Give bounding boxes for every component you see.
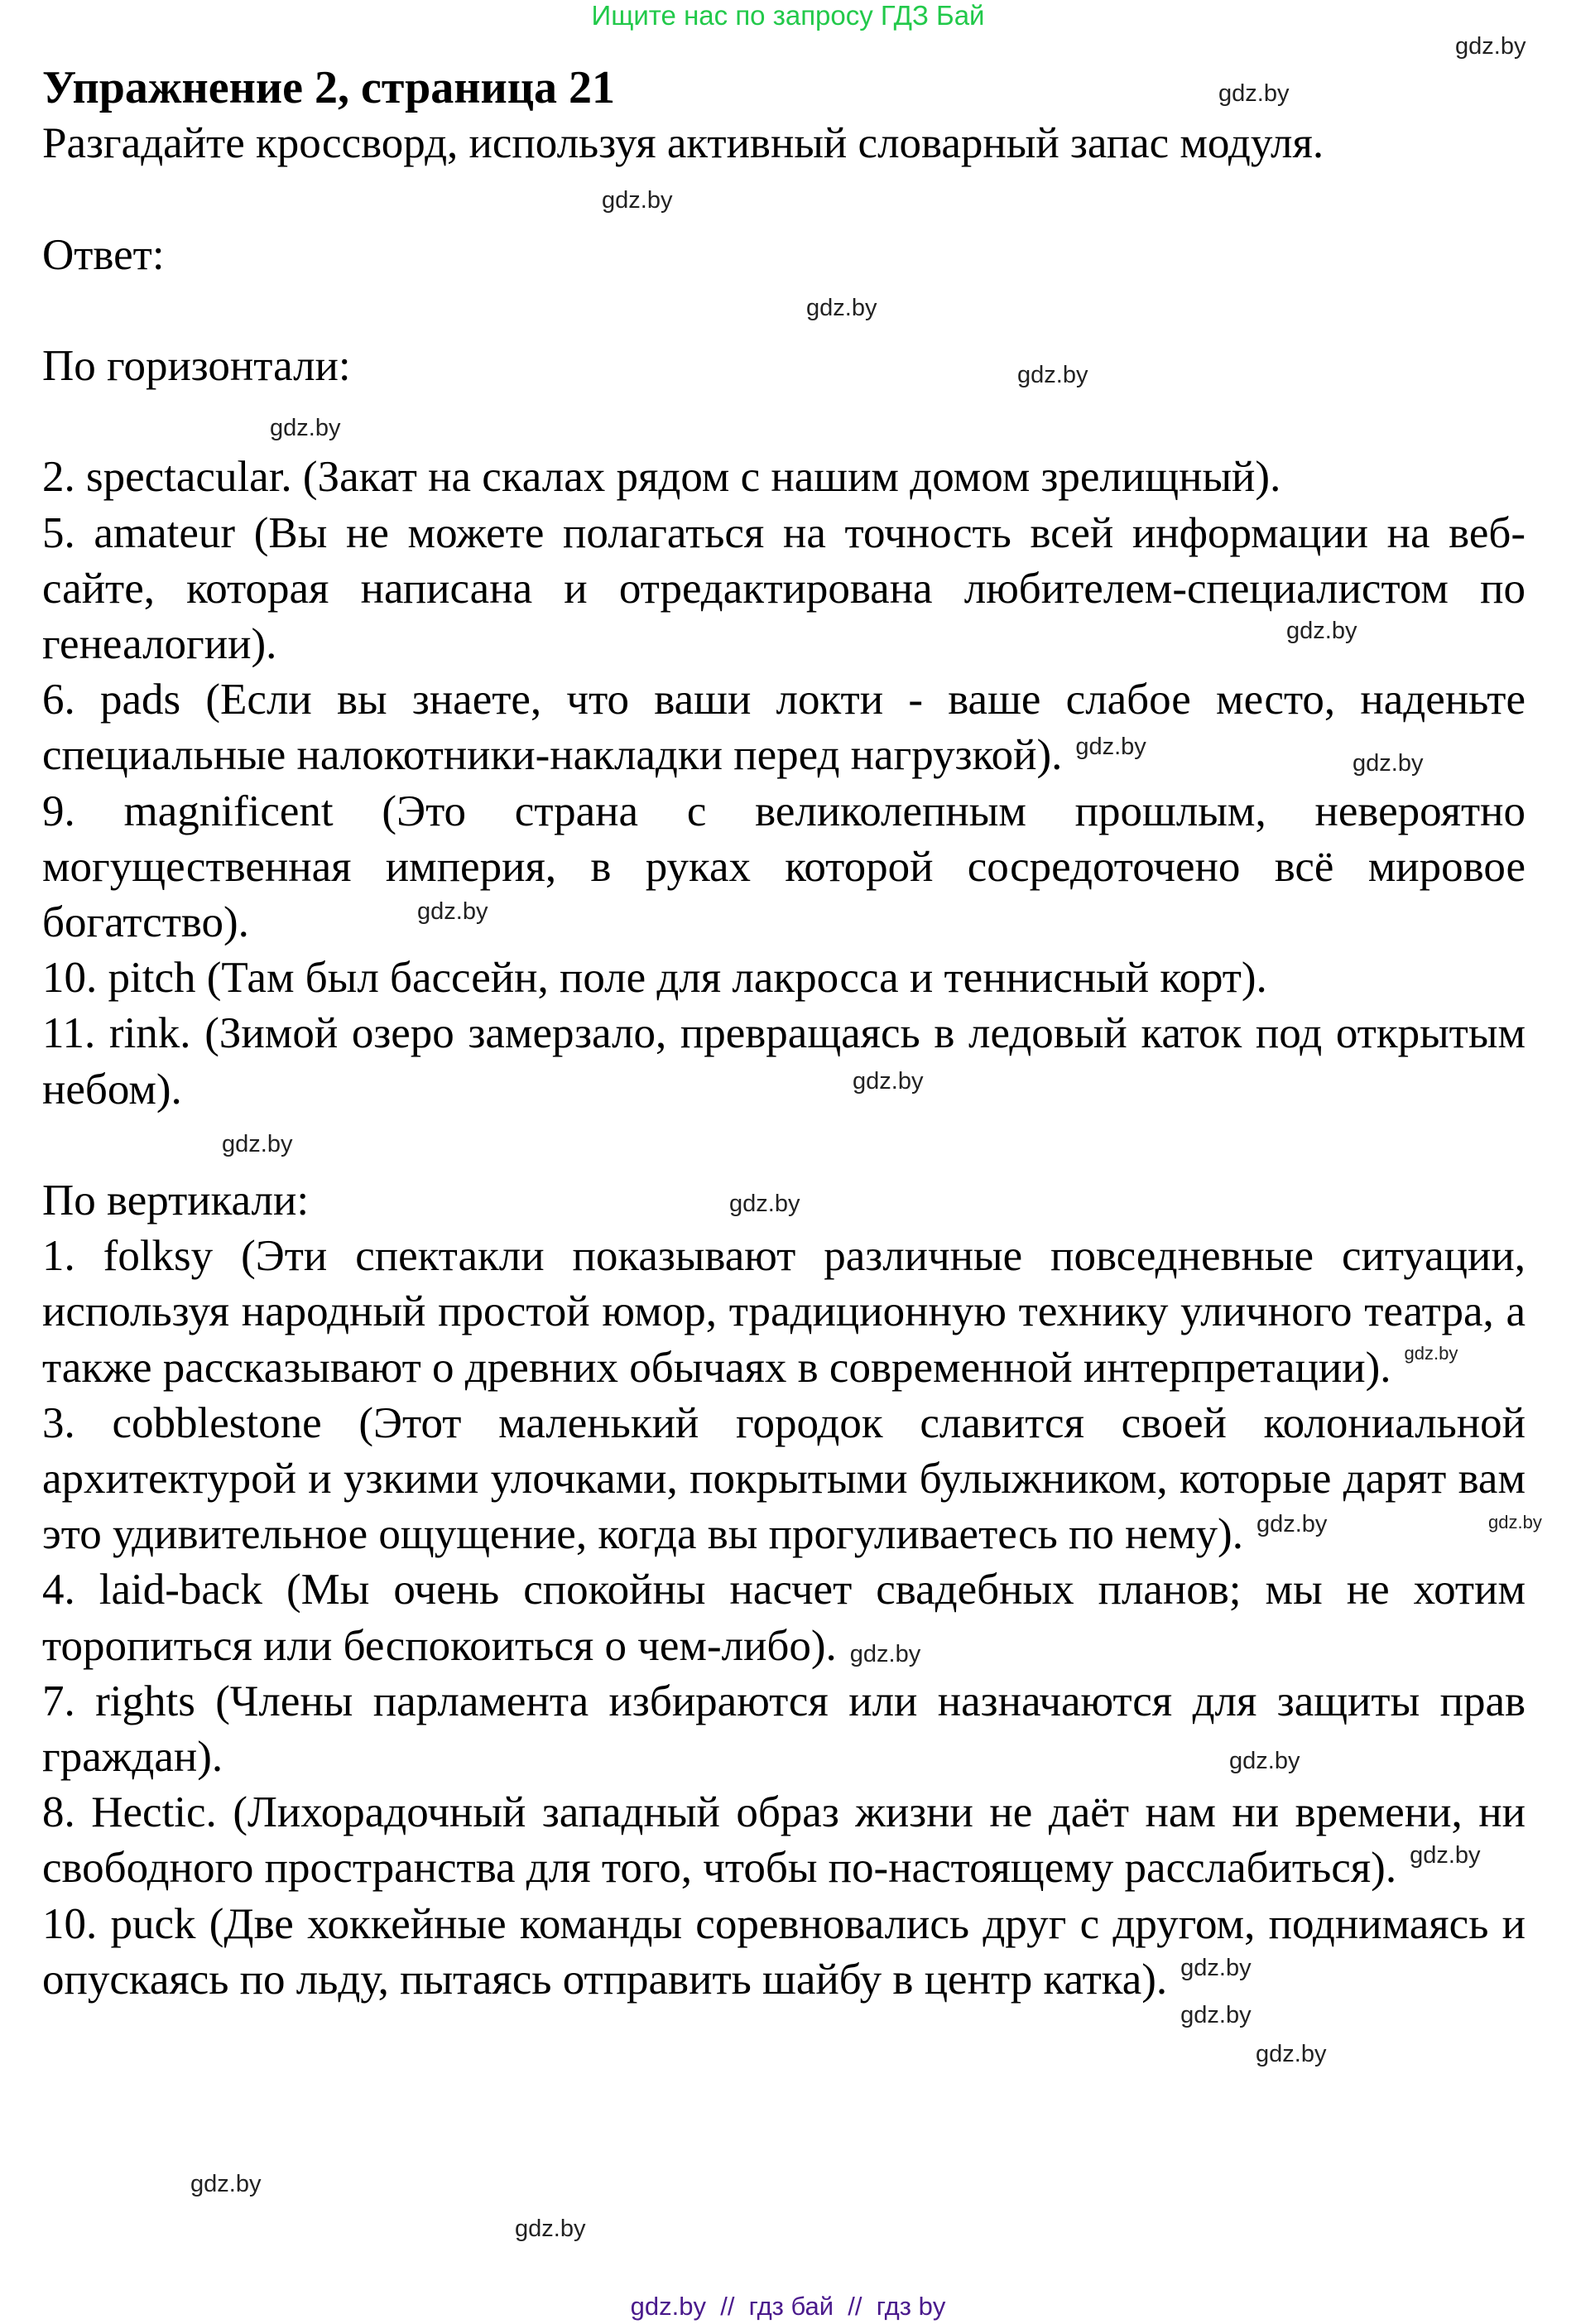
watermark: gdz.by bbox=[1218, 80, 1290, 107]
answer-label: Ответ: bbox=[42, 230, 165, 279]
across-item: 10. pitch (Там был бассейн, поле для лакросса и теннисный корт). bbox=[42, 954, 1267, 1003]
down-item: 7. rights (Члены парламента избираются или назначаются для защиты прав граждан). bbox=[42, 1677, 1526, 1782]
watermark: gdz.by bbox=[1256, 1511, 1328, 1537]
watermark: gdz.by bbox=[190, 2171, 262, 2197]
exercise-content bbox=[42, 60, 1526, 2008]
watermark: gdz.by bbox=[1488, 1512, 1542, 1532]
across-item: 9. magnificent (Это страна с великолепным прошлым, невероятно могущественная империя, в руках которой сосредоточено всё мировое богатство). bbox=[42, 787, 1526, 946]
watermark: gdz.by bbox=[1410, 1842, 1481, 1869]
watermark: gdz.by bbox=[1404, 1343, 1458, 1364]
watermark: gdz.by bbox=[1017, 362, 1088, 388]
watermark: gdz.by bbox=[729, 1191, 800, 1217]
watermark: gdz.by bbox=[222, 1131, 293, 1157]
footer-links[interactable]: gdz.by // гдз бай // гдз by bbox=[630, 2292, 946, 2321]
watermark: gdz.by bbox=[1229, 1748, 1300, 1774]
down-item: 4. laid-back (Мы очень спокойны насчет свадебных планов; мы не хотим торопиться или беспокоиться о чем-либо). bbox=[42, 1566, 1526, 1670]
across-item: 11. rink. (Зимой озеро замерзало, превращаясь в ледовый каток под открытым небом). bbox=[42, 1009, 1526, 1114]
search-banner[interactable]: Ищите нас по запросу ГДЗ Бай bbox=[591, 0, 985, 31]
watermark: gdz.by bbox=[1180, 2002, 1252, 2028]
watermark: gdz.by bbox=[1075, 734, 1146, 760]
watermark: gdz.by bbox=[1180, 1955, 1252, 1981]
task-text: Разгадайте кроссворд, используя активный словарный запас модуля. bbox=[42, 119, 1324, 168]
down-item: 1. folksy (Эти спектакли показывают различные повседневные ситуации, используя народный простой юмор, традиционную технику уличного театра, а также рассказывают о древних обычаях в современной интерпретации). bbox=[42, 1232, 1526, 1392]
page-title: Упражнение 2, страница 21 bbox=[42, 62, 616, 113]
down-item: 3. cobblestone (Этот маленький городок славится своей колониальной архитектурой и узкими улочками, покрытыми булыжником, которые дарят вам это удивительное ощущение, когда вы прогуливаетесь по нему). bbox=[42, 1398, 1526, 1559]
watermark: gdz.by bbox=[1455, 33, 1526, 60]
watermark: gdz.by bbox=[1256, 2041, 1327, 2067]
across-item: 5. amateur (Вы не можете полагаться на точность всей информации на веб-сайте, которая написана и отредактирована любителем-специалистом по генеалогии). bbox=[42, 508, 1526, 668]
down-item: 10. puck (Две хоккейные команды соревновались друг с другом, поднимаясь и опускаясь по льду, пытаясь отправить шайбу в центр катка). bbox=[42, 1899, 1526, 2004]
watermark: gdz.by bbox=[1286, 618, 1357, 644]
across-item: 2. spectacular. (Закат на скалах рядом с нашим домом зрелищный). bbox=[42, 453, 1281, 502]
watermark: gdz.by bbox=[515, 2216, 586, 2242]
watermark: gdz.by bbox=[849, 1641, 921, 1667]
watermark: gdz.by bbox=[853, 1068, 924, 1095]
across-heading: По горизонтали: bbox=[42, 341, 351, 390]
watermark: gdz.by bbox=[270, 415, 341, 441]
watermark: gdz.by bbox=[1353, 750, 1424, 777]
across-item: 6. pads (Если вы знаете, что ваши локти - ваше слабое место, наденьте специальные налокотники-накладки перед нагрузкой). bbox=[42, 676, 1526, 780]
watermark: gdz.by bbox=[806, 295, 877, 321]
watermark: gdz.by bbox=[602, 187, 673, 214]
watermark: gdz.by bbox=[417, 898, 488, 925]
down-heading: По вертикали: bbox=[42, 1176, 310, 1225]
down-item: 8. Hectic. (Лихорадочный западный образ жизни не даёт нам ни времени, ни свободного пространства для того, чтобы по-настоящему расслабиться). bbox=[42, 1788, 1526, 1893]
